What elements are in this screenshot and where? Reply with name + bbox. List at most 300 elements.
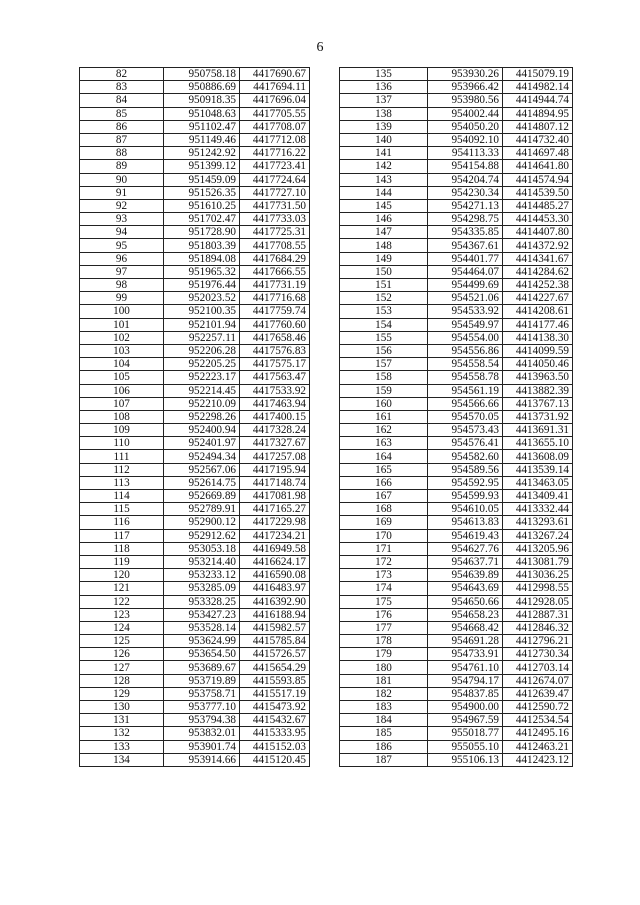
y-coordinate-cell: 4414641.80 [503,160,573,173]
x-coordinate-cell: 954589.56 [428,463,503,476]
y-coordinate-cell: 4414372.92 [503,239,573,252]
x-coordinate-cell: 953930.26 [428,68,503,81]
point-number-cell: 86 [80,120,164,133]
point-number-cell: 158 [340,371,428,384]
y-coordinate-cell: 4413539.14 [503,463,573,476]
table-row [80,701,310,714]
point-number-cell: 112 [80,463,164,476]
y-coordinate-cell: 4417716.22 [240,147,310,160]
x-coordinate-cell: 953233.12 [164,569,240,582]
x-coordinate-cell: 954558.54 [428,358,503,371]
y-coordinate-cell: 4412796.21 [503,635,573,648]
point-number-cell: 110 [80,437,164,450]
point-number-cell: 102 [80,331,164,344]
point-number-cell: 118 [80,542,164,555]
point-number-cell: 150 [340,265,428,278]
x-coordinate-cell: 952206.28 [164,344,240,357]
x-coordinate-cell: 954794.17 [428,674,503,687]
y-coordinate-cell: 4412534.54 [503,714,573,727]
x-coordinate-cell: 954733.91 [428,648,503,661]
x-coordinate-cell: 951610.25 [164,199,240,212]
point-number-cell: 168 [340,503,428,516]
table-row [340,529,573,542]
table-row [340,555,573,568]
table-row [340,463,573,476]
y-coordinate-cell: 4414407.80 [503,226,573,239]
point-number-cell: 105 [80,371,164,384]
point-number-cell: 166 [340,476,428,489]
point-number-cell: 97 [80,265,164,278]
x-coordinate-cell: 954521.06 [428,292,503,305]
x-coordinate-cell: 952669.89 [164,490,240,503]
table-body [340,68,573,767]
table-row [80,542,310,555]
y-coordinate-cell: 4417575.17 [240,358,310,371]
table-row [80,450,310,463]
y-coordinate-cell: 4417731.50 [240,199,310,212]
table-row [80,239,310,252]
point-number-cell: 143 [340,173,428,186]
table-row [340,608,573,621]
point-number-cell: 116 [80,516,164,529]
x-coordinate-cell: 954900.00 [428,701,503,714]
table-row [80,476,310,489]
point-number-cell: 135 [340,68,428,81]
x-coordinate-cell: 951702.47 [164,213,240,226]
table-row [340,542,573,555]
point-number-cell: 129 [80,687,164,700]
y-coordinate-cell: 4413882.39 [503,384,573,397]
table-row [340,160,573,173]
point-number-cell: 128 [80,674,164,687]
point-number-cell: 103 [80,344,164,357]
y-coordinate-cell: 4417733.03 [240,213,310,226]
y-coordinate-cell: 4417716.68 [240,292,310,305]
x-coordinate-cell: 954367.61 [428,239,503,252]
table-row [80,740,310,753]
point-number-cell: 147 [340,226,428,239]
table-row [80,120,310,133]
x-coordinate-cell: 953528.14 [164,621,240,634]
x-coordinate-cell: 954092.10 [428,133,503,146]
table-row [340,635,573,648]
x-coordinate-cell: 954558.78 [428,371,503,384]
table-row [340,621,573,634]
x-coordinate-cell: 953901.74 [164,740,240,753]
x-coordinate-cell: 954554.00 [428,331,503,344]
table-row [80,569,310,582]
point-number-cell: 169 [340,516,428,529]
y-coordinate-cell: 4417328.24 [240,424,310,437]
y-coordinate-cell: 4413036.25 [503,569,573,582]
table-row [80,279,310,292]
x-coordinate-cell: 951399.12 [164,160,240,173]
y-coordinate-cell: 4417727.10 [240,186,310,199]
x-coordinate-cell: 954637.71 [428,555,503,568]
y-coordinate-cell: 4414284.62 [503,265,573,278]
table-row [340,133,573,146]
table-row [80,371,310,384]
y-coordinate-cell: 4414208.61 [503,305,573,318]
point-number-cell: 136 [340,81,428,94]
y-coordinate-cell: 4414050.46 [503,358,573,371]
y-coordinate-cell: 4417463.94 [240,397,310,410]
x-coordinate-cell: 951976.44 [164,279,240,292]
y-coordinate-cell: 4417708.07 [240,120,310,133]
y-coordinate-cell: 4413267.24 [503,529,573,542]
y-coordinate-cell: 4414485.27 [503,199,573,212]
table-row [80,147,310,160]
y-coordinate-cell: 4415079.19 [503,68,573,81]
y-coordinate-cell: 4417563.47 [240,371,310,384]
point-number-cell: 132 [80,727,164,740]
x-coordinate-cell: 953980.56 [428,94,503,107]
y-coordinate-cell: 4417165.27 [240,503,310,516]
x-coordinate-cell: 954837.85 [428,687,503,700]
x-coordinate-cell: 954639.89 [428,569,503,582]
table-row [340,687,573,700]
table-row [340,305,573,318]
table-row [80,516,310,529]
table-row [340,318,573,331]
x-coordinate-cell: 954298.75 [428,213,503,226]
point-number-cell: 111 [80,450,164,463]
point-number-cell: 181 [340,674,428,687]
table-row [80,318,310,331]
point-number-cell: 186 [340,740,428,753]
x-coordinate-cell: 954643.69 [428,582,503,595]
x-coordinate-cell: 950918.35 [164,94,240,107]
y-coordinate-cell: 4417690.67 [240,68,310,81]
x-coordinate-cell: 954113.33 [428,147,503,160]
point-number-cell: 124 [80,621,164,634]
table-row [80,292,310,305]
point-number-cell: 184 [340,714,428,727]
point-number-cell: 117 [80,529,164,542]
table-row [80,213,310,226]
y-coordinate-cell: 4417576.83 [240,344,310,357]
point-number-cell: 137 [340,94,428,107]
y-coordinate-cell: 4414732.40 [503,133,573,146]
coordinate-table-right [339,67,573,767]
x-coordinate-cell: 954561.19 [428,384,503,397]
x-coordinate-cell: 954570.05 [428,410,503,423]
x-coordinate-cell: 952257.11 [164,331,240,344]
y-coordinate-cell: 4412590.72 [503,701,573,714]
y-coordinate-cell: 4413767.13 [503,397,573,410]
table-row [80,173,310,186]
table-row [340,120,573,133]
table-row [340,753,573,766]
point-number-cell: 126 [80,648,164,661]
x-coordinate-cell: 951728.90 [164,226,240,239]
x-coordinate-cell: 951803.39 [164,239,240,252]
table-row [340,450,573,463]
point-number-cell: 177 [340,621,428,634]
y-coordinate-cell: 4417708.55 [240,239,310,252]
x-coordinate-cell: 954204.74 [428,173,503,186]
point-number-cell: 159 [340,384,428,397]
point-number-cell: 170 [340,529,428,542]
x-coordinate-cell: 954401.77 [428,252,503,265]
point-number-cell: 165 [340,463,428,476]
x-coordinate-cell: 953053.18 [164,542,240,555]
point-number-cell: 163 [340,437,428,450]
point-number-cell: 109 [80,424,164,437]
table-row [80,687,310,700]
x-coordinate-cell: 954691.28 [428,635,503,648]
table-row [80,503,310,516]
point-number-cell: 119 [80,555,164,568]
y-coordinate-cell: 4416624.17 [240,555,310,568]
table-row [80,648,310,661]
y-coordinate-cell: 4417148.74 [240,476,310,489]
x-coordinate-cell: 953794.38 [164,714,240,727]
x-coordinate-cell: 954582.60 [428,450,503,463]
table-row [340,147,573,160]
y-coordinate-cell: 4415120.45 [240,753,310,766]
y-coordinate-cell: 4417229.98 [240,516,310,529]
y-coordinate-cell: 4417705.55 [240,107,310,120]
y-coordinate-cell: 4417759.74 [240,305,310,318]
y-coordinate-cell: 4413963.50 [503,371,573,384]
table-row [340,292,573,305]
y-coordinate-cell: 4413655.10 [503,437,573,450]
point-number-cell: 161 [340,410,428,423]
table-row [80,94,310,107]
point-number-cell: 152 [340,292,428,305]
x-coordinate-cell: 954566.66 [428,397,503,410]
y-coordinate-cell: 4414177.46 [503,318,573,331]
table-row [340,186,573,199]
table-row [340,516,573,529]
x-coordinate-cell: 954549.97 [428,318,503,331]
y-coordinate-cell: 4412703.14 [503,661,573,674]
y-coordinate-cell: 4415473.92 [240,701,310,714]
table-row [340,265,573,278]
point-number-cell: 171 [340,542,428,555]
x-coordinate-cell: 952210.09 [164,397,240,410]
table-row [80,463,310,476]
point-number-cell: 89 [80,160,164,173]
x-coordinate-cell: 953689.67 [164,661,240,674]
point-number-cell: 141 [340,147,428,160]
x-coordinate-cell: 954499.69 [428,279,503,292]
y-coordinate-cell: 4414099.59 [503,344,573,357]
y-coordinate-cell: 4417234.21 [240,529,310,542]
table-row [340,674,573,687]
point-number-cell: 142 [340,160,428,173]
y-coordinate-cell: 4414252.38 [503,279,573,292]
x-coordinate-cell: 952400.94 [164,424,240,437]
x-coordinate-cell: 951965.32 [164,265,240,278]
x-coordinate-cell: 954967.59 [428,714,503,727]
y-coordinate-cell: 4416483.97 [240,582,310,595]
y-coordinate-cell: 4417724.64 [240,173,310,186]
x-coordinate-cell: 951149.46 [164,133,240,146]
y-coordinate-cell: 4417696.04 [240,94,310,107]
point-number-cell: 104 [80,358,164,371]
table-row [80,621,310,634]
point-number-cell: 84 [80,94,164,107]
point-number-cell: 83 [80,81,164,94]
point-number-cell: 173 [340,569,428,582]
point-number-cell: 120 [80,569,164,582]
table-row [340,595,573,608]
coordinate-table-left [79,67,310,767]
table-row [340,371,573,384]
table-row [340,199,573,212]
table-row [340,344,573,357]
x-coordinate-cell: 954613.83 [428,516,503,529]
y-coordinate-cell: 4417400.15 [240,410,310,423]
x-coordinate-cell: 951894.08 [164,252,240,265]
table-row [340,582,573,595]
table-row [340,384,573,397]
y-coordinate-cell: 4413409.41 [503,490,573,503]
x-coordinate-cell: 954271.13 [428,199,503,212]
table-row [340,410,573,423]
table-row [80,397,310,410]
y-coordinate-cell: 4414894.95 [503,107,573,120]
y-coordinate-cell: 4412730.34 [503,648,573,661]
point-number-cell: 138 [340,107,428,120]
point-number-cell: 125 [80,635,164,648]
y-coordinate-cell: 4417533.92 [240,384,310,397]
table-body [80,68,310,767]
x-coordinate-cell: 952494.34 [164,450,240,463]
y-coordinate-cell: 4417723.41 [240,160,310,173]
table-row [80,727,310,740]
y-coordinate-cell: 4416949.58 [240,542,310,555]
point-number-cell: 185 [340,727,428,740]
table-row [340,701,573,714]
y-coordinate-cell: 4415726.57 [240,648,310,661]
y-coordinate-cell: 4417731.19 [240,279,310,292]
point-number-cell: 174 [340,582,428,595]
y-coordinate-cell: 4417666.55 [240,265,310,278]
y-coordinate-cell: 4416188.94 [240,608,310,621]
table-row [340,740,573,753]
point-number-cell: 182 [340,687,428,700]
table-row [340,107,573,120]
x-coordinate-cell: 953328.25 [164,595,240,608]
y-coordinate-cell: 4414453.30 [503,213,573,226]
point-number-cell: 99 [80,292,164,305]
table-row [340,490,573,503]
point-number-cell: 176 [340,608,428,621]
point-number-cell: 180 [340,661,428,674]
x-coordinate-cell: 953285.09 [164,582,240,595]
point-number-cell: 90 [80,173,164,186]
point-number-cell: 121 [80,582,164,595]
point-number-cell: 85 [80,107,164,120]
x-coordinate-cell: 954050.20 [428,120,503,133]
point-number-cell: 106 [80,384,164,397]
y-coordinate-cell: 4413205.96 [503,542,573,555]
y-coordinate-cell: 4417760.60 [240,318,310,331]
x-coordinate-cell: 952205.25 [164,358,240,371]
point-number-cell: 96 [80,252,164,265]
y-coordinate-cell: 4414982.14 [503,81,573,94]
x-coordinate-cell: 954576.41 [428,437,503,450]
point-number-cell: 148 [340,239,428,252]
x-coordinate-cell: 952912.62 [164,529,240,542]
y-coordinate-cell: 4415333.95 [240,727,310,740]
x-coordinate-cell: 953777.10 [164,701,240,714]
point-number-cell: 94 [80,226,164,239]
x-coordinate-cell: 952900.12 [164,516,240,529]
y-coordinate-cell: 4417712.08 [240,133,310,146]
table-row [80,529,310,542]
y-coordinate-cell: 4415593.85 [240,674,310,687]
point-number-cell: 88 [80,147,164,160]
y-coordinate-cell: 4412846.32 [503,621,573,634]
y-coordinate-cell: 4414138.30 [503,331,573,344]
point-number-cell: 93 [80,213,164,226]
point-number-cell: 113 [80,476,164,489]
y-coordinate-cell: 4412495.16 [503,727,573,740]
point-number-cell: 131 [80,714,164,727]
table-row [80,437,310,450]
y-coordinate-cell: 4417257.08 [240,450,310,463]
table-row [80,424,310,437]
y-coordinate-cell: 4417725.31 [240,226,310,239]
y-coordinate-cell: 4417195.94 [240,463,310,476]
point-number-cell: 172 [340,555,428,568]
point-number-cell: 134 [80,753,164,766]
y-coordinate-cell: 4412928.05 [503,595,573,608]
point-number-cell: 92 [80,199,164,212]
table-row [340,226,573,239]
y-coordinate-cell: 4414341.67 [503,252,573,265]
x-coordinate-cell: 951048.63 [164,107,240,120]
table-row [340,358,573,371]
x-coordinate-cell: 955106.13 [428,753,503,766]
x-coordinate-cell: 954619.43 [428,529,503,542]
table-row [80,186,310,199]
y-coordinate-cell: 4414697.48 [503,147,573,160]
point-number-cell: 151 [340,279,428,292]
x-coordinate-cell: 952101.94 [164,318,240,331]
table-row [80,305,310,318]
point-number-cell: 154 [340,318,428,331]
table-row [340,331,573,344]
point-number-cell: 91 [80,186,164,199]
point-number-cell: 127 [80,661,164,674]
table-row [80,331,310,344]
x-coordinate-cell: 954573.43 [428,424,503,437]
table-row [80,265,310,278]
x-coordinate-cell: 953719.89 [164,674,240,687]
point-number-cell: 146 [340,213,428,226]
x-coordinate-cell: 954761.10 [428,661,503,674]
x-coordinate-cell: 954627.76 [428,542,503,555]
x-coordinate-cell: 955055.10 [428,740,503,753]
point-number-cell: 178 [340,635,428,648]
x-coordinate-cell: 951459.09 [164,173,240,186]
table-row [340,661,573,674]
x-coordinate-cell: 952789.91 [164,503,240,516]
table-row [340,81,573,94]
y-coordinate-cell: 4416392.90 [240,595,310,608]
point-number-cell: 164 [340,450,428,463]
point-number-cell: 101 [80,318,164,331]
x-coordinate-cell: 952614.75 [164,476,240,489]
point-number-cell: 122 [80,595,164,608]
y-coordinate-cell: 4413691.31 [503,424,573,437]
point-number-cell: 82 [80,68,164,81]
